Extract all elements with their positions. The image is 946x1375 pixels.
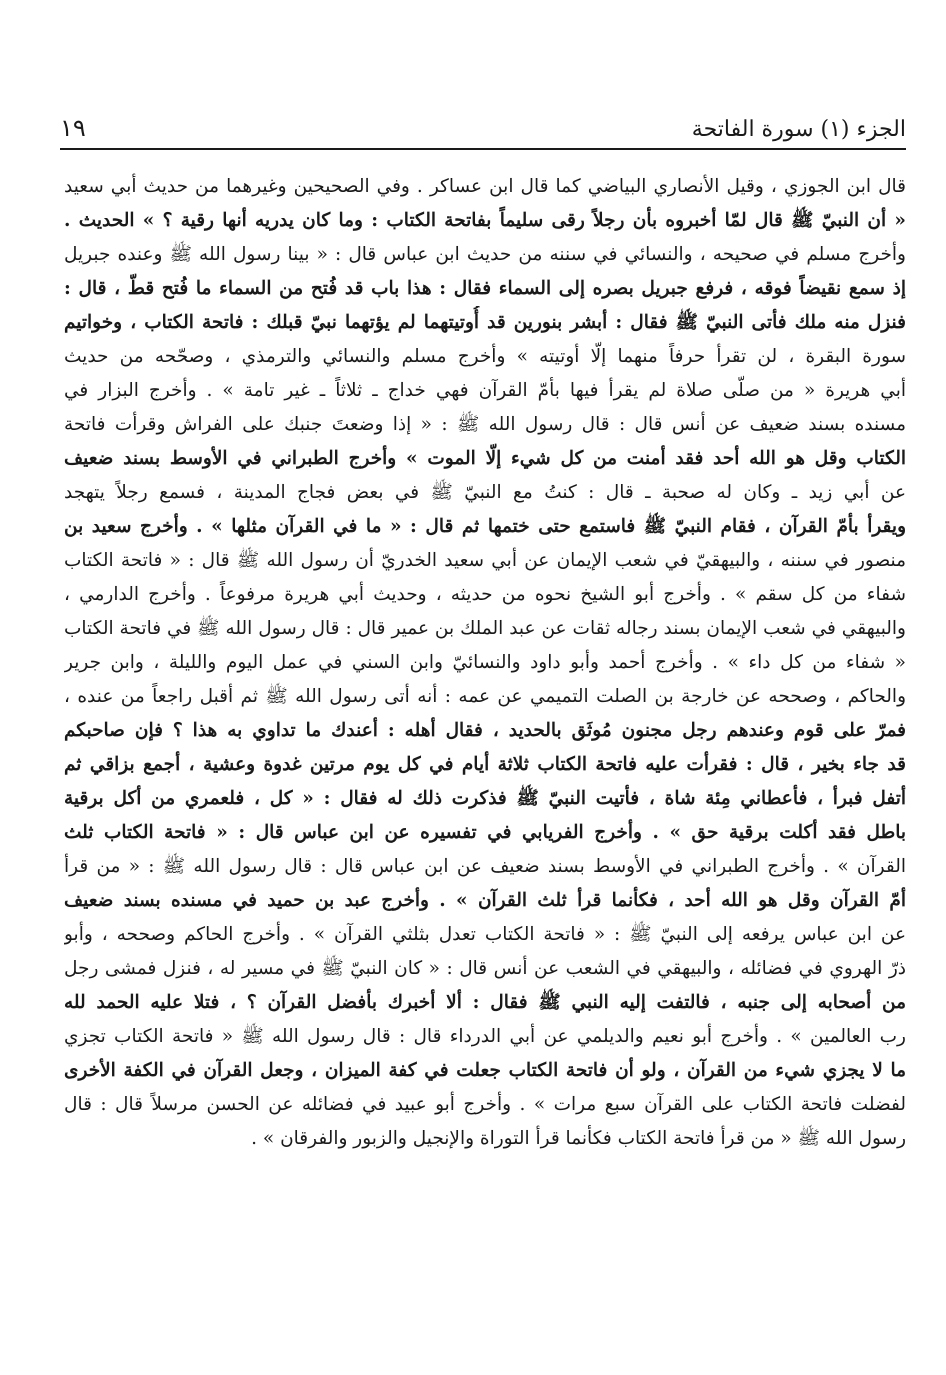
running-header: [60, 112, 906, 148]
text-line: سورة البقرة ، لن تقرأ حرفاً منهما إلّا أوتيته » وأخرج مسلم والنسائي والترمذي ، وصحّحه من حديث: [64, 346, 906, 367]
text-line: القرآن » . وأخرج الطبراني في الأوسط بسند ضعيف عن ابن عباس قال : قال رسول الله ﷺ : « من قرأ: [64, 856, 906, 877]
running-header-title: الجزء (١) سورة الفاتحة: [691, 117, 906, 142]
text-line: منصور في سننه ، والبيهقيّ في شعب الإيمان عن أبي سعيد الخدريّ أن رسول الله ﷺ قال : « فاتحة الكتاب: [64, 550, 906, 571]
header-rule: [60, 148, 906, 150]
text-line: « أن النبيّ ﷺ قال لمّا أخبروه بأن رجلاً رقى سليماً بفاتحة الكتاب : وما كان يدريه أنها رقية ؟ » الحديث .: [64, 210, 906, 231]
text-line: قد جاء بخير ، قال : فقرأت عليه فاتحة الكتاب ثلاثة أيام في كل يوم مرتين غدوة وعشية ، أجمع بزاقي ثم: [64, 754, 906, 775]
text-line: « شفاء من كل داء » . وأخرج أحمد وأبو داود والنسائيّ وابن السني في عمل اليوم والليلة ، وابن جرير: [64, 652, 906, 673]
text-line: وأخرج مسلم في صحيحه ، والنسائي في سننه من حديث ابن عباس قال : « بينا رسول الله ﷺ وعنده جبريل: [64, 244, 906, 265]
text-line: من أصحابه إلى جنبه ، فالتفت إليه النبي ﷺ فقال : ألا أخبرك بأفضل القرآن ؟ ، فتلا عليه الحمد لله: [64, 992, 906, 1013]
text-line: ويقرأ بأمّ القرآن ، فقام النبيّ ﷺ فاستمع حتى ختمها ثم قال : « ما في القرآن مثلها » . وأخرج سعيد بن: [64, 516, 906, 537]
text-line: رب العالمين » . وأخرج أبو نعيم والديلمي عن أبي الدرداء قال : قال رسول الله ﷺ « فاتحة الكتاب تجزي: [64, 1026, 906, 1047]
text-line: الكتاب وقل هو الله أحد فقد أمنت من كل شيء إلّا الموت » وأخرج الطبراني في الأوسط بسند ضعيف: [64, 448, 906, 469]
text-line: والحاكم ، وصححه عن خارجة بن الصلت التميمي عن عمه : أنه أتى رسول الله ﷺ ثم أقبل راجعاً من عنده ،: [64, 686, 906, 707]
text-line: قال ابن الجوزي ، وقيل الأنصاري البياضي كما قال ابن عساكر . وفي الصحيحين وغيرهما من حديث أبي سعيد: [64, 176, 906, 197]
body-text: [64, 170, 906, 1156]
text-line: أمّ القرآن وقل هو الله أحد ، فكأنما قرأ ثلث القرآن » . وأخرج عبد بن حميد في مسنده بسند ضعيف: [64, 890, 906, 911]
text-line: والبيهقي في شعب الإيمان بسند رجاله ثقات عن عبد الملك بن عمير قال : قال رسول الله ﷺ في فاتحة الكتاب: [64, 618, 906, 639]
text-line: رسول الله ﷺ « من قرأ فاتحة الكتاب فكأنما قرأ التوراة والإنجيل والزبور والفرقان » .: [251, 1128, 906, 1149]
text-line: ذرّ الهروي في فضائله ، والبيهقي في الشعب عن أنس قال : « كان النبيّ ﷺ في مسير له ، فنزل فمشى رجل: [64, 958, 906, 979]
text-line: عن أبي زيد ـ وكان له صحبة ـ قال : كنتُ مع النبيّ ﷺ في بعض فجاج المدينة ، فسمع رجلاً يتهجد: [64, 482, 906, 503]
text-line: فنزل منه ملك فأتى النبيّ ﷺ فقال : أبشر بنورين قد أُوتيتهما لم يؤتهما نبيّ قبلك : فاتحة الكتاب ، وخواتيم: [64, 312, 906, 333]
text-line: إذ سمع نقيضاً فوقه ، فرفع جبريل بصره إلى السماء فقال : هذا باب قد فُتح من السماء ما فُتح قطّ ، قال :: [64, 278, 906, 299]
text-line: فمرّ على قوم وعندهم رجل مجنون مُوثَق بالحديد ، فقال أهله : أعندك ما تداوي به هذا ؟ فإن صاحبكم: [64, 720, 906, 741]
text-line: أبي هريرة « من صلّى صلاة لم يقرأ فيها بأمّ القرآن فهي خداج ـ ثلاثاً ـ غير تامة » . وأخرج البزار في: [64, 380, 906, 401]
text-line: لفضلت فاتحة الكتاب على القرآن سبع مرات » . وأخرج أبو عبيد في فضائله عن الحسن مرسلاً قال : قال: [64, 1094, 906, 1115]
text-line: أتفل فبرأ ، فأعطاني مِئة شاة ، فأتيت النبيّ ﷺ فذكرت ذلك له فقال : « كل ، فلعمري من أكل برقية: [64, 788, 906, 809]
page-number: ١٩: [60, 114, 86, 142]
text-line: عن ابن عباس يرفعه إلى النبيّ ﷺ : « فاتحة الكتاب تعدل بثلثي القرآن » . وأخرج الحاكم وصححه ، وأبو: [64, 924, 906, 945]
text-line: شفاء من كل سقم » . وأخرج أبو الشيخ نحوه من حديثه ، وحديث أبي هريرة مرفوعاً . وأخرج الدارمي ،: [64, 584, 906, 605]
text-line: ما لا يجزي شيء من القرآن ، ولو أن فاتحة الكتاب جعلت في كفة الميزان ، وجعل القرآن في الكفة الأخرى: [64, 1060, 906, 1081]
text-line: باطل فقد أكلت برقية حق » . وأخرج الفريابي في تفسيره عن ابن عباس قال : « فاتحة الكتاب ثلث: [64, 822, 906, 843]
text-line: مسنده بسند ضعيف عن أنس قال : قال رسول الله ﷺ : « إذا وضعتَ جنبك على الفراش وقرأت فاتحة: [64, 414, 906, 435]
